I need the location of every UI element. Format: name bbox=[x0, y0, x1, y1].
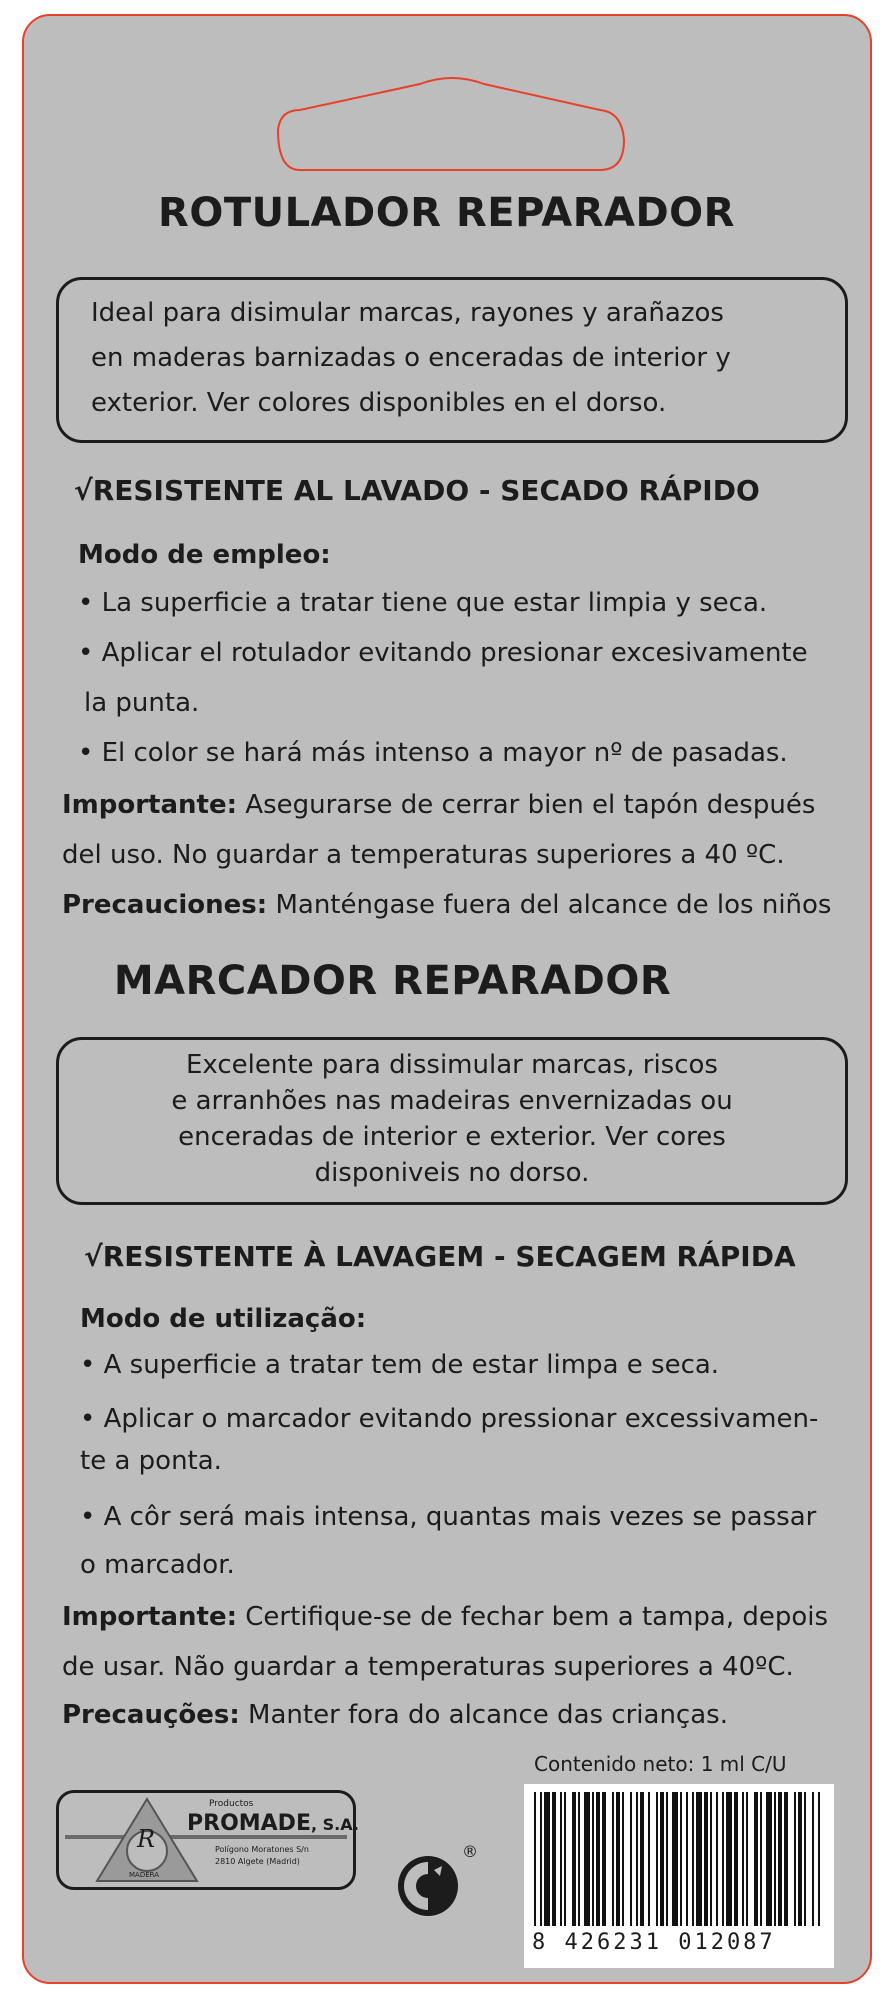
pt-intro-line: e arranhões nas madeiras envernizadas ou bbox=[171, 1086, 733, 1116]
pt-precautions-text: Manter fora do alcance das crianças. bbox=[248, 1700, 728, 1730]
es-step: • La superficie a tratar tiene que estar limpia y seca. bbox=[78, 588, 768, 618]
pt-mode-label: Modo de utilização: bbox=[80, 1304, 367, 1334]
es-precautions-label: Precauciones: bbox=[62, 890, 268, 920]
check-icon: √ bbox=[74, 474, 93, 507]
es-feature bbox=[74, 474, 760, 507]
es-intro-line: exterior. Ver colores disponibles en el dorso. bbox=[91, 388, 667, 418]
pt-precautions-label: Precauções: bbox=[62, 1700, 240, 1730]
pt-title: MARCADOR REPARADOR bbox=[113, 958, 672, 1004]
pt-important-label: Importante: bbox=[62, 1602, 238, 1632]
pt-feature-text: RESISTENTE À LAVAGEM - SECAGEM RÁPIDA bbox=[102, 1240, 796, 1273]
green-dot-recycle-icon bbox=[394, 1848, 466, 1920]
es-intro-line: en maderas barnizadas o enceradas de interior y bbox=[91, 343, 731, 373]
es-intro-line: Ideal para disimular marcas, rayones y arañazos bbox=[91, 298, 724, 328]
pt-important-text: Certifique-se de fechar bem a tampa, depois bbox=[245, 1602, 829, 1632]
logo-address: 2810 Algete (Madrid) bbox=[215, 1857, 300, 1866]
check-icon: √ bbox=[84, 1240, 103, 1273]
es-important-label: Importante: bbox=[62, 790, 238, 820]
logo-brand-name: PROMADE bbox=[187, 1811, 311, 1836]
es-mode-label: Modo de empleo: bbox=[78, 540, 331, 570]
es-step: la punta. bbox=[84, 688, 200, 718]
pt-step: te a ponta. bbox=[80, 1446, 222, 1476]
hang-hole bbox=[0, 0, 893, 200]
es-title: ROTULADOR REPARADOR bbox=[158, 190, 735, 236]
registered-mark: ® bbox=[462, 1842, 478, 1861]
es-important-text: Asegurarse de cerrar bien el tapón después bbox=[245, 790, 816, 820]
es-step: • Aplicar el rotulador evitando presionar excesivamente bbox=[78, 638, 808, 668]
promade-logo bbox=[56, 1790, 359, 1890]
barcode-bars-icon bbox=[524, 1784, 834, 1934]
seal-letter: R bbox=[137, 1825, 156, 1853]
pt-step: • A superficie a tratar tem de estar limpa e seca. bbox=[80, 1350, 720, 1380]
logo-brand-suffix: , S.A. bbox=[310, 1815, 359, 1834]
pt-important-text2: de usar. Não guardar a temperaturas superiores a 40ºC. bbox=[62, 1652, 794, 1682]
es-step: • El color se hará más intenso a mayor nº de pasadas. bbox=[78, 738, 788, 768]
net-content: Contenido neto: 1 ml C/U bbox=[534, 1752, 787, 1776]
pt-step: o marcador. bbox=[80, 1550, 235, 1580]
es-precautions-text: Manténgase fuera del alcance de los niños bbox=[275, 890, 832, 920]
barcode-digits: 8 426231 012087 bbox=[532, 1930, 776, 1955]
es-important bbox=[62, 790, 815, 820]
pt-intro-line: enceradas de interior e exterior. Ver cores bbox=[178, 1122, 726, 1152]
pt-important bbox=[62, 1602, 828, 1632]
pt-feature bbox=[84, 1240, 796, 1273]
es-feature-text: RESISTENTE AL LAVADO - SECADO RÁPIDO bbox=[92, 474, 760, 507]
es-intro-box bbox=[56, 277, 848, 443]
logo-address: Polígono Moratones S/n bbox=[215, 1845, 309, 1854]
pt-intro-line: disponiveis no dorso. bbox=[314, 1158, 590, 1188]
seal-caption: MADERA bbox=[129, 1871, 160, 1879]
pt-step: • Aplicar o marcador evitando pressionar excessivamen- bbox=[80, 1404, 819, 1434]
es-important-text2: del uso. No guardar a temperaturas superiores a 40 ºC. bbox=[62, 840, 785, 870]
pt-intro-box bbox=[56, 1037, 848, 1205]
es-precautions bbox=[62, 890, 831, 920]
barcode bbox=[524, 1784, 834, 1968]
promade-seal-icon bbox=[59, 1793, 353, 1887]
pt-precautions bbox=[62, 1700, 728, 1730]
pt-step: • A côr será mais intensa, quantas mais vezes se passar bbox=[80, 1502, 817, 1532]
logo-caption: Productos bbox=[209, 1799, 254, 1809]
pt-intro-line: Excelente para dissimular marcas, riscos bbox=[186, 1050, 718, 1080]
logo-brand bbox=[187, 1811, 359, 1836]
